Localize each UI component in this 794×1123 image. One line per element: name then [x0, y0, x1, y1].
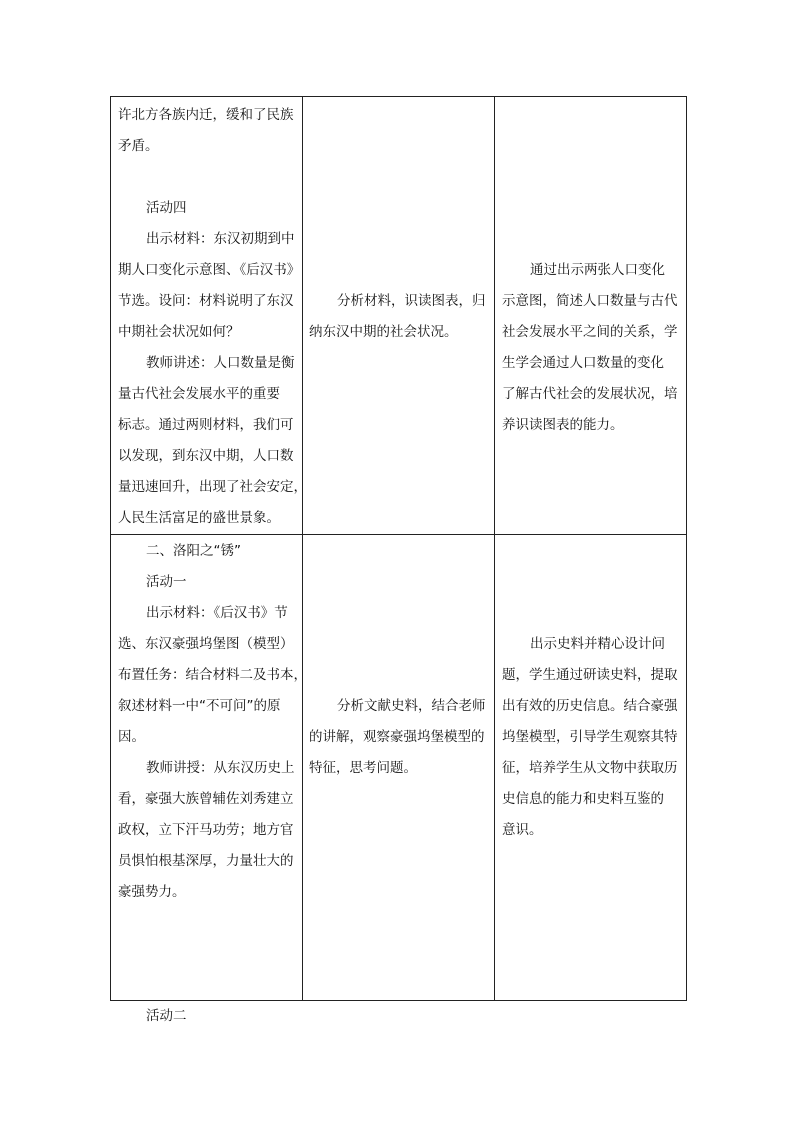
activity-title: 活动四 — [146, 200, 187, 216]
row2-teacher-activity — [118, 536, 307, 1032]
text-line: 养识读图表的能力。 — [502, 417, 624, 433]
text-line: 的讲解，观察豪强坞堡模型的 — [309, 729, 485, 745]
text-line: 教师讲述：人口数量是衡 — [146, 355, 295, 371]
text-line: 叙述材料一中“不可问”的原 — [118, 698, 281, 714]
text-line: 看，豪强大族曾辅佐刘秀建立 — [118, 791, 294, 807]
text-line: 特征，思考问题。 — [309, 760, 417, 776]
text-line: 分析文献史料，结合老师 — [337, 698, 486, 714]
text-line: 出示材料：东汉初期到中 — [146, 231, 295, 247]
text-line: 许北方各族内迁，缓和了民族 — [118, 107, 294, 123]
text-line: 量古代社会发展水平的重要 — [118, 386, 280, 402]
text-line: 了解古代社会的发展状况，培 — [502, 386, 678, 402]
text-line: 生学会通过人口数量的变化 — [502, 355, 664, 371]
text-line: 政权，立下汗马功劳；地方官 — [118, 822, 294, 838]
text-line: 因。 — [118, 729, 145, 745]
lesson-plan-table — [110, 96, 687, 1024]
text-line: 教师讲授：从东汉历史上 — [146, 760, 295, 776]
text-line: 出示材料：《后汉书》节 — [146, 605, 288, 621]
row1-student-activity — [309, 286, 494, 348]
row-divider — [111, 534, 686, 535]
text-line: 纳东汉中期的社会状况。 — [309, 324, 458, 340]
text-line: 以发现，到东汉中期，人口数 — [118, 448, 294, 464]
row2-design-intent — [502, 629, 686, 846]
activity-title: 活动二 — [146, 1008, 187, 1024]
row2-student-activity — [309, 691, 494, 784]
row1-teacher-activity — [118, 100, 307, 534]
text-line: 史信息的能力和史料互鉴的 — [502, 791, 664, 807]
text-line: 矛盾。 — [118, 138, 159, 154]
text-line: 意识。 — [502, 822, 543, 838]
text-line: 量迅速回升，出现了社会安定， — [118, 479, 307, 495]
text-line: 员惧怕根基深厚，力量壮大的 — [118, 853, 294, 869]
text-line: 出示史料并精心设计问 — [530, 636, 665, 652]
text-line: 出有效的历史信息。结合豪强 — [502, 698, 678, 714]
text-line: 豪强势力。 — [118, 884, 186, 900]
text-line: 人民生活富足的盛世景象。 — [118, 510, 280, 526]
text-line: 节选。设问：材料说明了东汉 — [118, 293, 294, 309]
row1-design-intent — [502, 255, 686, 441]
text-line: 通过出示两张人口变化 — [530, 262, 665, 278]
text-line: 期人口变化示意图、《后汉书》 — [118, 262, 301, 278]
text-line: 标志。通过两则材料，我们可 — [118, 417, 294, 433]
activity-title: 活动一 — [146, 574, 187, 590]
text-line: 社会发展水平之间的关系，学 — [502, 324, 678, 340]
text-line: 分析材料，识读图表，归 — [337, 293, 486, 309]
text-line: 坞堡模型，引导学生观察其特 — [502, 729, 678, 745]
text-line: 征，培养学生从文物中获取历 — [502, 760, 678, 776]
section-heading: 二、洛阳之“锈” — [146, 543, 241, 559]
column-divider — [494, 97, 495, 1000]
text-line: 选、东汉豪强坞堡图（模型） — [118, 636, 294, 652]
text-line: 中期社会状况如何？ — [118, 324, 240, 340]
text-line: 布置任务：结合材料二及书本， — [118, 667, 307, 683]
text-line: 题，学生通过研读史料，提取 — [502, 667, 678, 683]
text-line: 示意图，简述人口数量与古代 — [502, 293, 678, 309]
